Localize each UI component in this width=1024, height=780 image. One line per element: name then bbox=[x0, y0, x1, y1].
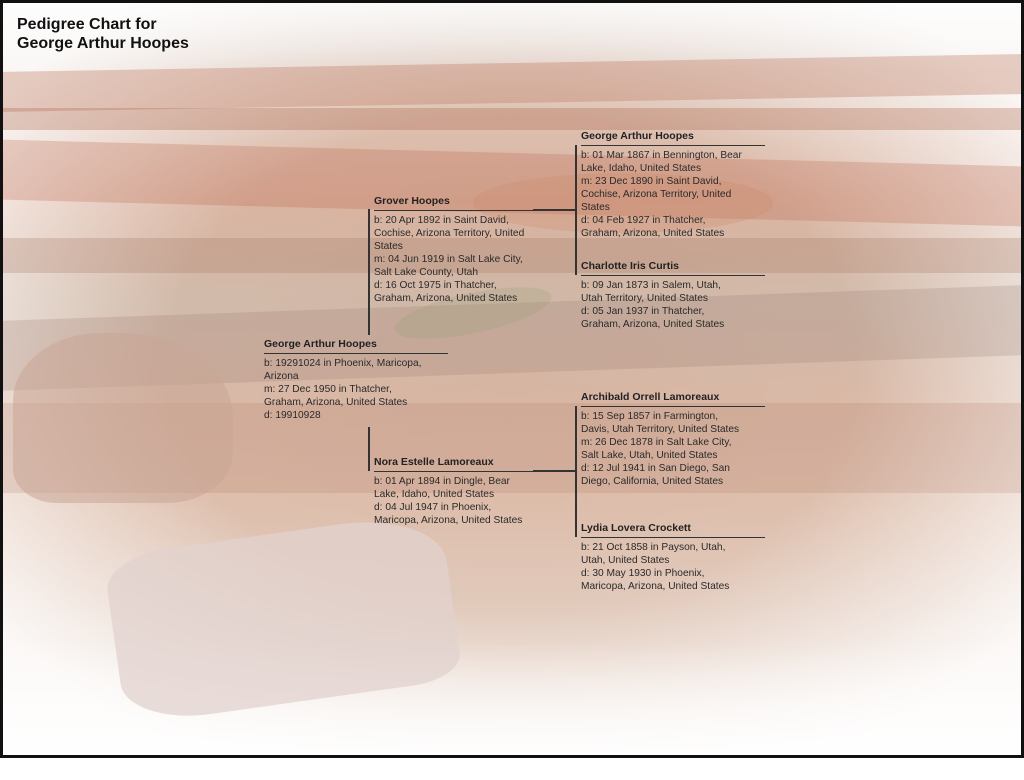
fact-line: Graham, Arizona, United States bbox=[581, 319, 725, 330]
fact-line: Utah, United States bbox=[581, 555, 670, 566]
fact-line: m: 27 Dec 1950 in Thatcher, bbox=[264, 384, 392, 395]
person-maternal-grandmother-facts bbox=[581, 538, 765, 593]
fact-line: b: 15 Sep 1857 in Farmington, bbox=[581, 411, 719, 422]
chart-title bbox=[17, 15, 189, 53]
fact-line: Arizona bbox=[264, 371, 299, 382]
fact-line: Diego, California, United States bbox=[581, 476, 724, 487]
fact-line: b: 19291024 in Phoenix, Maricopa, bbox=[264, 358, 422, 369]
person-paternal-grandfather bbox=[581, 130, 765, 240]
fact-line: d: 16 Oct 1975 in Thatcher, bbox=[374, 280, 497, 291]
fact-line: d: 30 May 1930 in Phoenix, bbox=[581, 568, 705, 579]
person-root-facts bbox=[264, 354, 448, 422]
fact-line: b: 01 Mar 1867 in Bennington, Bear bbox=[581, 150, 742, 161]
fact-line: Lake, Idaho, United States bbox=[581, 163, 702, 174]
fact-line: b: 20 Apr 1892 in Saint David, bbox=[374, 215, 509, 226]
person-paternal-grandmother-facts bbox=[581, 276, 765, 331]
fact-line: d: 04 Feb 1927 in Thatcher, bbox=[581, 215, 706, 226]
fact-line: Maricopa, Arizona, United States bbox=[581, 581, 730, 592]
fact-line: Salt Lake, Utah, United States bbox=[581, 450, 718, 461]
fact-line: d: 05 Jan 1937 in Thatcher, bbox=[581, 306, 705, 317]
person-mother bbox=[374, 456, 575, 527]
connector-maternal-grandparents bbox=[575, 406, 577, 537]
person-paternal-grandfather-facts bbox=[581, 146, 765, 240]
person-paternal-grandmother-name: Charlotte Iris Curtis bbox=[581, 260, 765, 276]
person-root bbox=[264, 338, 448, 422]
fact-line: Graham, Arizona, United States bbox=[581, 228, 725, 239]
person-maternal-grandfather-facts bbox=[581, 407, 765, 488]
person-maternal-grandfather-name: Archibald Orrell Lamoreaux bbox=[581, 391, 765, 407]
connector-root-mother bbox=[368, 427, 370, 471]
person-mother-name: Nora Estelle Lamoreaux bbox=[374, 456, 575, 472]
fact-line: Graham, Arizona, United States bbox=[374, 293, 518, 304]
fact-line: Graham, Arizona, United States bbox=[264, 397, 408, 408]
person-maternal-grandmother bbox=[581, 522, 765, 593]
connector-root-father bbox=[368, 209, 370, 335]
fact-line: m: 23 Dec 1890 in Saint David, bbox=[581, 176, 722, 187]
person-father-facts bbox=[374, 211, 575, 305]
fact-line: Davis, Utah Territory, United States bbox=[581, 424, 740, 435]
person-father bbox=[374, 195, 575, 305]
title-line-1: Pedigree Chart for bbox=[17, 16, 157, 33]
fact-line: m: 26 Dec 1878 in Salt Lake City, bbox=[581, 437, 732, 448]
person-maternal-grandmother-name: Lydia Lovera Crockett bbox=[581, 522, 765, 538]
fact-line: Cochise, Arizona Territory, United bbox=[581, 189, 732, 200]
fact-line: States bbox=[581, 202, 610, 213]
fact-line: b: 01 Apr 1894 in Dingle, Bear bbox=[374, 476, 510, 487]
fact-line: Lake, Idaho, United States bbox=[374, 489, 495, 500]
fact-line: Salt Lake County, Utah bbox=[374, 267, 479, 278]
fact-line: m: 04 Jun 1919 in Salt Lake City, bbox=[374, 254, 523, 265]
fact-line: States bbox=[374, 241, 403, 252]
person-paternal-grandmother bbox=[581, 260, 765, 331]
fact-line: Utah Territory, United States bbox=[581, 293, 709, 304]
person-paternal-grandfather-name: George Arthur Hoopes bbox=[581, 130, 765, 146]
fact-line: d: 04 Jul 1947 in Phoenix, bbox=[374, 502, 492, 513]
title-line-2: George Arthur Hoopes bbox=[17, 35, 189, 52]
person-father-name: Grover Hoopes bbox=[374, 195, 575, 211]
person-maternal-grandfather bbox=[581, 391, 765, 488]
fact-line: b: 09 Jan 1873 in Salem, Utah, bbox=[581, 280, 721, 291]
connector-paternal-grandparents bbox=[575, 145, 577, 275]
fact-line: Cochise, Arizona Territory, United bbox=[374, 228, 525, 239]
fact-line: Maricopa, Arizona, United States bbox=[374, 515, 523, 526]
person-mother-facts bbox=[374, 472, 575, 527]
person-root-name: George Arthur Hoopes bbox=[264, 338, 448, 354]
fact-line: d: 12 Jul 1941 in San Diego, San bbox=[581, 463, 730, 474]
fact-line: b: 21 Oct 1858 in Payson, Utah, bbox=[581, 542, 726, 553]
fact-line: d: 19910928 bbox=[264, 410, 321, 421]
